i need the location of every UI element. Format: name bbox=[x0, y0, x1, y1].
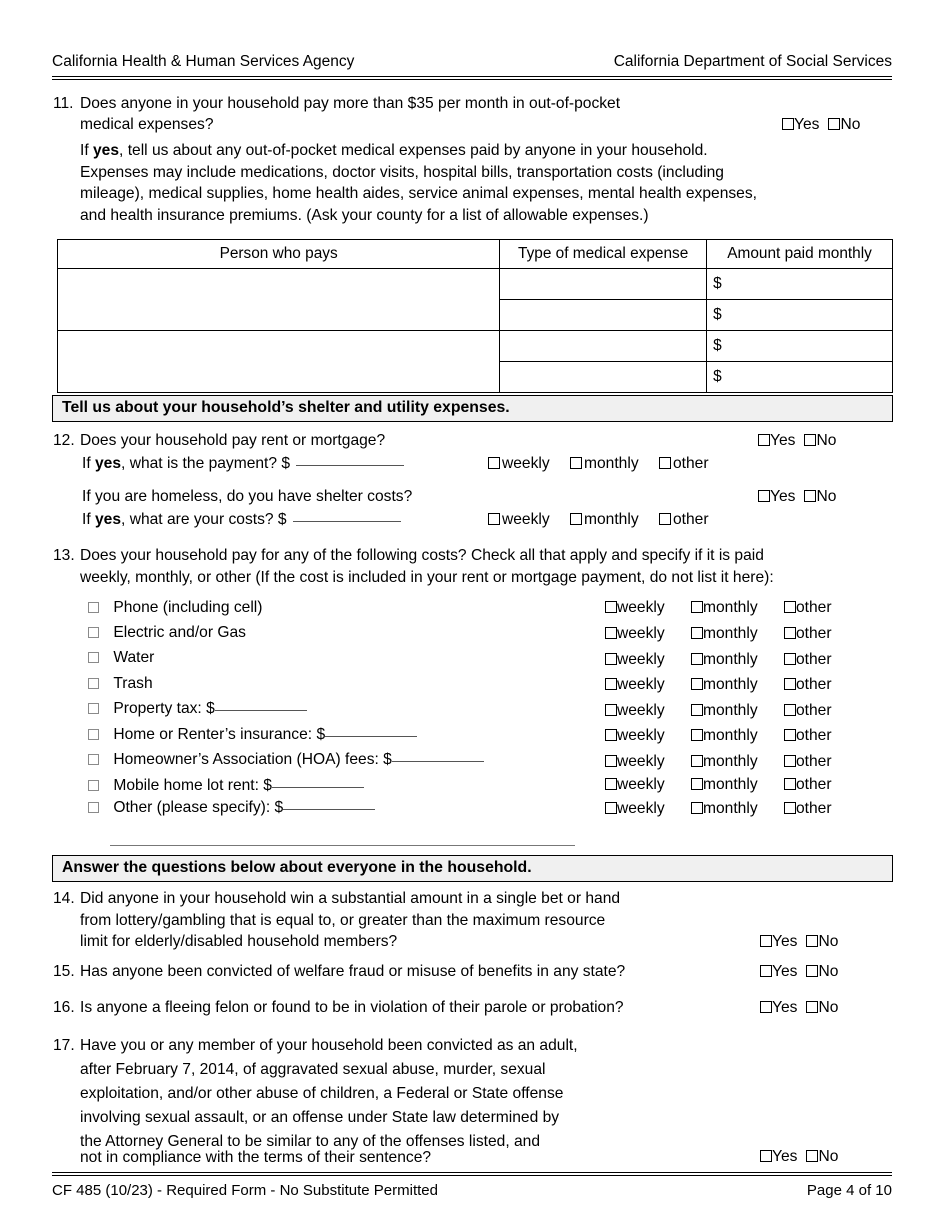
q16-yes-checkbox[interactable] bbox=[760, 1001, 772, 1013]
q12-payment-prompt bbox=[82, 453, 482, 475]
q13-hoa-monthly-label: monthly bbox=[703, 752, 758, 770]
q17-no-label: No bbox=[818, 1148, 839, 1165]
q13-phone-checkbox[interactable] bbox=[88, 602, 99, 613]
q12-payment-weekly-label: weekly bbox=[502, 455, 550, 472]
q13-insurance-other-checkbox[interactable] bbox=[784, 729, 796, 741]
q13-frequency-row-electric-gas bbox=[605, 624, 905, 650]
q11-number: 11. bbox=[53, 95, 74, 112]
q13-mobile-home-other-label: other bbox=[795, 776, 832, 793]
q13-mobile-home-monthly-checkbox[interactable] bbox=[691, 778, 703, 790]
q14-no-label: No bbox=[818, 933, 839, 950]
q13-electric-gas-label: Electric and/or Gas bbox=[113, 623, 246, 641]
q17-text-line4: involving sexual assault, or an offense under State law determined by bbox=[80, 1109, 560, 1126]
q11-if-prefix: If bbox=[80, 142, 93, 159]
q11-no-checkbox[interactable] bbox=[828, 118, 840, 130]
type-cell-3[interactable] bbox=[500, 331, 707, 362]
q14-no-checkbox[interactable] bbox=[806, 935, 818, 947]
q13-other-cost-label: Other (please specify): $ bbox=[113, 799, 284, 816]
q17-yes-label: Yes bbox=[772, 1148, 798, 1165]
q13-phone-label: Phone (including cell) bbox=[113, 599, 263, 616]
q13-mobile-home-lot-rent-amount-input[interactable] bbox=[272, 787, 364, 788]
q14-yes-no-group bbox=[760, 931, 838, 953]
q13-hoa-fees-label: Homeowner’s Association (HOA) fees: $ bbox=[113, 751, 392, 768]
list-item bbox=[88, 699, 588, 725]
q14-text-line3: limit for elderly/disabled household members? bbox=[80, 933, 398, 950]
q13-frequency-row-hoa bbox=[605, 752, 905, 776]
q13-water-monthly-checkbox[interactable] bbox=[691, 653, 703, 665]
q12-homeless-no-checkbox[interactable] bbox=[804, 490, 816, 502]
medical-expense-table bbox=[57, 239, 893, 393]
q13-water-checkbox[interactable] bbox=[88, 652, 99, 663]
table-row bbox=[58, 269, 893, 300]
q11-if-bold: yes bbox=[93, 142, 120, 159]
q13-frequency-row-trash bbox=[605, 675, 905, 701]
q13-trash-other-label: other bbox=[795, 676, 832, 693]
q13-insurance-monthly-label: monthly bbox=[703, 727, 758, 744]
q11-yes-checkbox[interactable] bbox=[782, 118, 794, 130]
q15-yes-label: Yes bbox=[772, 963, 798, 980]
q13-frequency-column-group bbox=[605, 598, 905, 822]
list-item bbox=[88, 776, 588, 799]
amount-cell-1[interactable]: $ bbox=[707, 269, 893, 300]
q13-property-tax-monthly-checkbox[interactable] bbox=[691, 704, 703, 716]
q14-yes-checkbox[interactable] bbox=[760, 935, 772, 947]
q12-shelter-other-label: other bbox=[672, 511, 709, 528]
q12-payment-other-checkbox[interactable] bbox=[659, 457, 671, 469]
q13-water-weekly-label: weekly bbox=[617, 650, 665, 668]
q13-hoa-monthly-checkbox[interactable] bbox=[691, 755, 703, 767]
footer-divider bbox=[52, 1172, 892, 1176]
q13-other-monthly-label: monthly bbox=[703, 799, 758, 817]
q16-no-checkbox[interactable] bbox=[806, 1001, 818, 1013]
q14-yes-label: Yes bbox=[772, 933, 798, 950]
q12-shelter-monthly-checkbox[interactable] bbox=[570, 513, 582, 525]
q13-hoa-other-checkbox[interactable] bbox=[784, 755, 796, 767]
q13-other-other-checkbox[interactable] bbox=[784, 802, 796, 814]
q13-hoa-fees-checkbox[interactable] bbox=[88, 754, 99, 765]
q12-if-bold: yes bbox=[95, 455, 122, 472]
q11-text-line1: Does anyone in your household pay more than $35 per month in out-of-pocket bbox=[80, 95, 621, 112]
q12-payment-monthly-label: monthly bbox=[584, 455, 639, 472]
list-item bbox=[88, 750, 588, 776]
q13-phone-weekly-checkbox[interactable] bbox=[605, 601, 617, 613]
q12-shelter-weekly-label: weekly bbox=[502, 511, 550, 528]
q11-instruction-line1 bbox=[80, 140, 880, 162]
q12-payment-weekly-checkbox[interactable] bbox=[488, 457, 500, 469]
q13-other-cost-amount-input[interactable] bbox=[283, 809, 375, 810]
q17-yes-no-group bbox=[760, 1146, 838, 1168]
q16-text: Is anyone a fleeing felon or found to be in violation of their parole or probation? bbox=[80, 999, 624, 1016]
q12-homeless-yes-checkbox[interactable] bbox=[758, 490, 770, 502]
q13-property-tax-checkbox[interactable] bbox=[88, 703, 99, 714]
q13-property-tax-amount-input[interactable] bbox=[215, 710, 307, 711]
q12-homeless-yes-no-group bbox=[758, 486, 836, 508]
q13-property-tax-other-checkbox[interactable] bbox=[784, 704, 796, 716]
q13-electric-gas-weekly-checkbox[interactable] bbox=[605, 627, 617, 639]
list-item bbox=[88, 674, 588, 700]
q15-text: Has anyone been convicted of welfare fraud or misuse of benefits in any state? bbox=[80, 963, 626, 980]
q12-if-rest: , what is the payment? $ bbox=[121, 455, 291, 472]
q11-instruction-line3: mileage), medical supplies, home health aides, service animal expenses, mental health expenses, bbox=[80, 185, 757, 202]
q17-text-line3: exploitation, and/or other abuse of children, a Federal or State offense bbox=[80, 1085, 564, 1102]
q12-number: 12. bbox=[53, 432, 75, 449]
type-cell-2[interactable] bbox=[500, 300, 707, 331]
footer-page-number: Page 4 of 10 bbox=[806, 1182, 892, 1199]
q12-rent-yes-no-group bbox=[758, 430, 836, 452]
q12-shelter-frequency-group bbox=[488, 509, 709, 531]
q15-yes-checkbox[interactable] bbox=[760, 965, 772, 977]
q16-number: 16. bbox=[53, 999, 75, 1016]
q13-property-tax-label: Property tax: $ bbox=[113, 700, 215, 717]
q14-text-line2: from lottery/gambling that is equal to, or greater than the maximum resource bbox=[80, 911, 606, 929]
q13-phone-other-checkbox[interactable] bbox=[784, 601, 796, 613]
q17-no-checkbox[interactable] bbox=[806, 1150, 818, 1162]
q13-frequency-row-mobile-home bbox=[605, 775, 905, 799]
q13-cost-items-list bbox=[88, 598, 588, 821]
q12-payment-monthly-checkbox[interactable] bbox=[570, 457, 582, 469]
table-col-amount-header: Amount paid monthly bbox=[707, 240, 893, 269]
q11-instruction-line4: and health insurance premiums. (Ask your county for a list of allowable expenses.) bbox=[80, 206, 649, 224]
q13-trash-other-checkbox[interactable] bbox=[784, 678, 796, 690]
q13-mobile-home-weekly-checkbox[interactable] bbox=[605, 778, 617, 790]
type-cell-4[interactable] bbox=[500, 362, 707, 393]
q17-text-line2: after February 7, 2014, of aggravated sexual abuse, murder, sexual bbox=[80, 1061, 546, 1078]
q14-number: 14. bbox=[53, 890, 75, 907]
q12-payment-amount-input[interactable] bbox=[296, 465, 404, 466]
q13-water-weekly-checkbox[interactable] bbox=[605, 653, 617, 665]
q13-property-tax-weekly-label: weekly bbox=[617, 701, 665, 719]
type-cell-1[interactable] bbox=[500, 269, 707, 300]
footer-form-id: CF 485 (10/23) - Required Form - No Substitute Permitted bbox=[52, 1182, 438, 1199]
q12-homeless-if-bold: yes bbox=[95, 511, 122, 528]
q12-shelter-cost-input[interactable] bbox=[293, 521, 401, 522]
table-header-row bbox=[58, 240, 893, 269]
q12-rent-no-checkbox[interactable] bbox=[804, 434, 816, 446]
q13-other-specify-input[interactable] bbox=[110, 845, 575, 846]
q12-homeless-question: If you are homeless, do you have shelter costs? bbox=[82, 488, 413, 505]
q13-hoa-other-label: other bbox=[795, 752, 832, 770]
q14-text-line1: Did anyone in your household win a substantial amount in a single bet or hand bbox=[80, 890, 621, 907]
q12-payment-other-label: other bbox=[672, 455, 709, 472]
q13-other-other-label: other bbox=[795, 799, 832, 817]
q13-insurance-weekly-label: weekly bbox=[617, 727, 665, 744]
q13-home-renters-insurance-label: Home or Renter’s insurance: $ bbox=[113, 725, 326, 743]
q15-number: 15. bbox=[53, 963, 75, 980]
q13-frequency-row-phone bbox=[605, 598, 905, 624]
q13-trash-checkbox[interactable] bbox=[88, 678, 99, 689]
q13-text-line2: weekly, monthly, or other (If the cost is included in your rent or mortgage payment, do not list it here): bbox=[80, 568, 774, 586]
q17-number: 17. bbox=[53, 1037, 75, 1054]
list-item bbox=[88, 798, 588, 821]
q13-electric-gas-other-checkbox[interactable] bbox=[784, 627, 796, 639]
q13-frequency-row-insurance bbox=[605, 726, 905, 752]
q12-homeless-if-prefix: If bbox=[82, 511, 95, 528]
q13-water-other-label: other bbox=[795, 650, 832, 668]
q11-yes-no-group bbox=[782, 114, 860, 136]
q11-yes-label: Yes bbox=[794, 116, 820, 133]
q13-property-tax-other-label: other bbox=[795, 701, 832, 719]
q13-phone-monthly-label: monthly bbox=[703, 599, 758, 616]
q11-instruction-line2: Expenses may include medications, doctor visits, hospital bills, transportation costs (including bbox=[80, 163, 724, 181]
q13-electric-gas-monthly-checkbox[interactable] bbox=[691, 627, 703, 639]
q13-mobile-home-monthly-label: monthly bbox=[703, 776, 758, 793]
table-col-type-header: Type of medical expense bbox=[500, 240, 707, 269]
q13-text-line1: Does your household pay for any of the following costs? Check all that apply and specify if it is paid bbox=[80, 547, 764, 564]
q13-water-other-checkbox[interactable] bbox=[784, 653, 796, 665]
page-footer bbox=[52, 1181, 892, 1201]
q13-other-weekly-checkbox[interactable] bbox=[605, 802, 617, 814]
list-item bbox=[88, 623, 588, 649]
q13-electric-gas-weekly-label: weekly bbox=[617, 625, 665, 642]
q13-trash-weekly-label: weekly bbox=[617, 676, 665, 693]
q16-yes-label: Yes bbox=[772, 999, 798, 1016]
q13-water-monthly-label: monthly bbox=[703, 650, 758, 668]
q13-hoa-weekly-label: weekly bbox=[617, 752, 665, 770]
q15-no-label: No bbox=[818, 963, 839, 980]
q13-frequency-row-other bbox=[605, 799, 905, 823]
q15-no-checkbox[interactable] bbox=[806, 965, 818, 977]
table-col-person-header: Person who pays bbox=[58, 240, 500, 269]
amount-cell-3[interactable]: $ bbox=[707, 331, 893, 362]
q13-frequency-row-water bbox=[605, 650, 905, 676]
q13-hoa-weekly-checkbox[interactable] bbox=[605, 755, 617, 767]
q13-home-renters-insurance-checkbox[interactable] bbox=[88, 729, 99, 740]
table-row bbox=[58, 331, 893, 362]
header-agency-right: California Department of Social Services bbox=[613, 53, 892, 70]
q13-insurance-other-label: other bbox=[795, 727, 832, 744]
q13-mobile-home-lot-rent-label: Mobile home lot rent: $ bbox=[113, 776, 272, 794]
list-item bbox=[88, 725, 588, 751]
q13-other-cost-checkbox[interactable] bbox=[88, 802, 99, 813]
q11-no-label: No bbox=[840, 116, 861, 133]
q13-mobile-home-other-checkbox[interactable] bbox=[784, 778, 796, 790]
q12-question-text: Does your household pay rent or mortgage? bbox=[80, 432, 386, 449]
q12-payment-frequency-group bbox=[488, 453, 709, 475]
q13-property-tax-weekly-checkbox[interactable] bbox=[605, 704, 617, 716]
q13-other-monthly-checkbox[interactable] bbox=[691, 802, 703, 814]
q12-rent-yes-checkbox[interactable] bbox=[758, 434, 770, 446]
q13-electric-gas-other-label: other bbox=[795, 625, 832, 642]
q17-text-line1: Have you or any member of your household been convicted as an adult, bbox=[80, 1037, 578, 1054]
q13-other-weekly-label: weekly bbox=[617, 799, 665, 817]
list-item bbox=[88, 648, 588, 674]
q13-home-renters-insurance-amount-input[interactable] bbox=[325, 736, 417, 737]
q12-shelter-weekly-checkbox[interactable] bbox=[488, 513, 500, 525]
q12-homeless-if-rest: , what are your costs? $ bbox=[121, 511, 287, 528]
amount-cell-2[interactable]: $ bbox=[707, 300, 893, 331]
q12-homeless-no-label: No bbox=[816, 488, 837, 505]
page-header bbox=[52, 52, 892, 72]
q16-yes-no-group bbox=[760, 997, 838, 1019]
q12-rent-no-label: No bbox=[816, 432, 837, 449]
q12-shelter-cost-prompt bbox=[82, 509, 482, 531]
q11-if-rest: , tell us about any out-of-pocket medical expenses paid by anyone in your household. bbox=[119, 142, 708, 159]
header-agency-left: California Health & Human Services Agency bbox=[52, 53, 355, 70]
q13-phone-monthly-checkbox[interactable] bbox=[691, 601, 703, 613]
q12-if-prefix: If bbox=[82, 455, 95, 472]
q17-text-line6: not in compliance with the terms of their sentence? bbox=[80, 1149, 432, 1166]
section-header-shelter: Tell us about your household’s shelter and utility expenses. bbox=[52, 395, 893, 422]
q17-text-line5: the Attorney General to be similar to any of the offenses listed, and bbox=[80, 1133, 540, 1150]
q13-number: 13. bbox=[53, 547, 75, 564]
q13-insurance-weekly-checkbox[interactable] bbox=[605, 729, 617, 741]
q12-rent-yes-label: Yes bbox=[770, 432, 796, 449]
q13-frequency-row-property-tax bbox=[605, 701, 905, 727]
q12-shelter-other-checkbox[interactable] bbox=[659, 513, 671, 525]
q16-no-label: No bbox=[818, 999, 839, 1016]
q15-yes-no-group bbox=[760, 961, 838, 983]
q13-phone-other-label: other bbox=[795, 599, 832, 616]
q13-property-tax-monthly-label: monthly bbox=[703, 701, 758, 719]
section-header-household: Answer the questions below about everyone in the household. bbox=[52, 855, 893, 882]
person-cell-1[interactable] bbox=[58, 269, 500, 331]
q13-hoa-fees-amount-input[interactable] bbox=[392, 761, 484, 762]
list-item bbox=[88, 598, 588, 623]
q13-water-label: Water bbox=[113, 649, 155, 666]
q13-phone-weekly-label: weekly bbox=[617, 599, 665, 616]
q13-insurance-monthly-checkbox[interactable] bbox=[691, 729, 703, 741]
q13-trash-weekly-checkbox[interactable] bbox=[605, 678, 617, 690]
amount-cell-4[interactable]: $ bbox=[707, 362, 893, 393]
q11-text-line2: medical expenses? bbox=[80, 116, 214, 133]
q13-electric-gas-checkbox[interactable] bbox=[88, 627, 99, 638]
q13-mobile-home-weekly-label: weekly bbox=[617, 776, 665, 793]
q13-electric-gas-monthly-label: monthly bbox=[703, 625, 758, 642]
q17-yes-checkbox[interactable] bbox=[760, 1150, 772, 1162]
q13-trash-monthly-label: monthly bbox=[703, 676, 758, 693]
header-divider bbox=[52, 76, 892, 80]
q12-homeless-yes-label: Yes bbox=[770, 488, 796, 505]
q13-mobile-home-lot-rent-checkbox[interactable] bbox=[88, 780, 99, 791]
person-cell-2[interactable] bbox=[58, 331, 500, 393]
q13-trash-monthly-checkbox[interactable] bbox=[691, 678, 703, 690]
q13-trash-label: Trash bbox=[113, 674, 153, 692]
q12-shelter-monthly-label: monthly bbox=[584, 511, 639, 528]
